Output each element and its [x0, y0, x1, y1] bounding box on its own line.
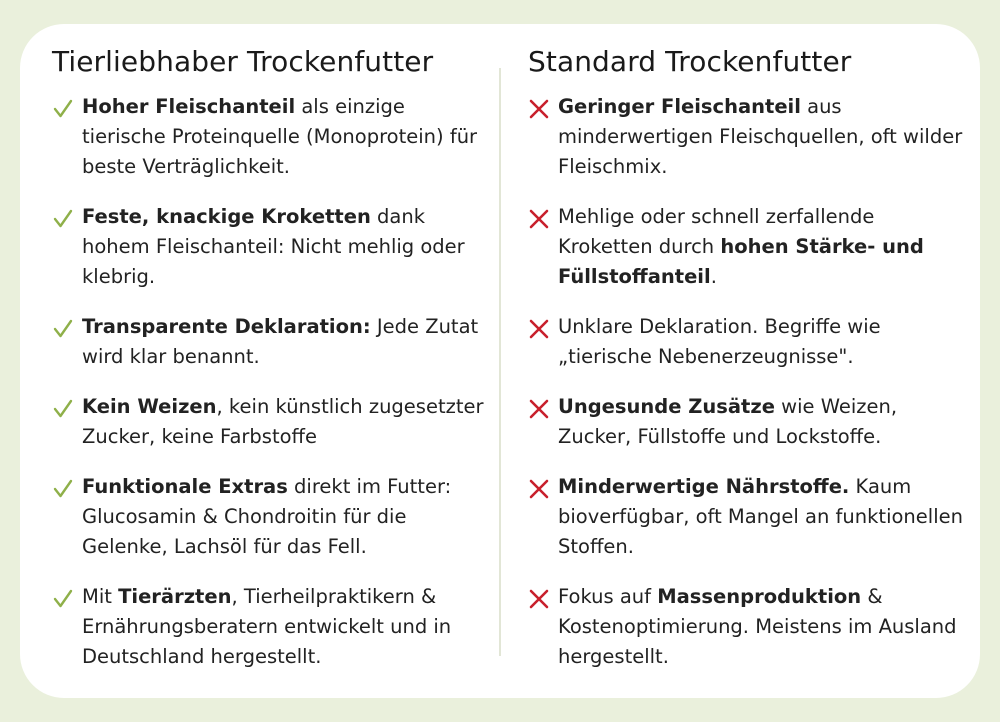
item-emphasis: Transparente Deklaration: — [82, 315, 371, 338]
item-text-part: Kaum bioverfügbar, oft Mangel an funktionellen Stoffen. — [558, 475, 963, 558]
cross-icon — [528, 478, 550, 500]
right-column-title: Standard Trockenfutter — [528, 45, 852, 78]
check-icon — [52, 98, 74, 120]
item-text-part: als einzige tierische Proteinquelle (Monoprotein) für beste Verträglichkeit. — [82, 95, 478, 178]
item-text-part: Jede Zutat wird klar benannt. — [82, 315, 479, 368]
item-text-part: Unklare Deklaration. Begriffe wie „tierische Nebenerzeugnisse". — [558, 315, 881, 368]
item-emphasis: Ungesunde Zusätze — [558, 395, 775, 418]
left-list-item — [52, 312, 492, 372]
left-column — [52, 44, 492, 692]
right-item-text — [558, 312, 968, 372]
check-icon — [52, 588, 74, 610]
right-list-item — [528, 202, 968, 292]
item-emphasis: Funktionale Extras — [82, 475, 288, 498]
left-list-item — [52, 582, 492, 672]
check-icon — [52, 318, 74, 340]
left-item-text — [82, 582, 492, 672]
item-text-part: Mehlige oder schnell zerfallende Kroketten durch — [558, 205, 875, 258]
item-text-part: , Tierheilpraktikern & Ernährungsberatern entwickelt und in Deutschland hergestellt. — [82, 585, 452, 668]
cross-icon — [528, 208, 550, 230]
item-emphasis: Geringer Fleischanteil — [558, 95, 801, 118]
left-item-text — [82, 202, 492, 292]
right-list-item — [528, 582, 968, 672]
item-text-part: , kein künstlich zugesetzter Zucker, keine Farbstoffe — [82, 395, 484, 448]
item-text-part: direkt im Futter: Glucosamin & Chondroitin für die Gelenke, Lachsöl für das Fell. — [82, 475, 452, 558]
item-text-part: dank hohem Fleischanteil: Nicht mehlig oder klebrig. — [82, 205, 465, 288]
item-emphasis: Feste, knackige Kroketten — [82, 205, 371, 228]
left-item-text — [82, 392, 492, 452]
cross-icon — [528, 318, 550, 340]
item-text-part: aus minderwertigen Fleischquellen, oft wilder Fleischmix. — [558, 95, 963, 178]
right-column — [528, 44, 968, 692]
left-item-text — [82, 92, 492, 182]
item-emphasis: Kein Weizen — [82, 395, 217, 418]
right-item-text — [558, 582, 968, 672]
item-emphasis: Massenproduktion — [657, 585, 862, 608]
left-item-text — [82, 472, 492, 562]
item-emphasis: Tierärzten — [118, 585, 232, 608]
column-divider — [499, 68, 501, 656]
right-item-text — [558, 202, 968, 292]
left-feature-list — [52, 92, 492, 672]
cross-icon — [528, 398, 550, 420]
check-icon — [52, 208, 74, 230]
left-list-item — [52, 472, 492, 562]
item-text-part: wie Weizen, Zucker, Füllstoffe und Lockstoffe. — [558, 395, 898, 448]
right-item-text — [558, 472, 968, 562]
right-item-text — [558, 392, 968, 452]
cross-icon — [528, 588, 550, 610]
comparison-card — [20, 24, 980, 698]
item-emphasis: hohen Stärke- und Füllstoffanteil — [558, 235, 924, 288]
left-item-text — [82, 312, 492, 372]
check-icon — [52, 478, 74, 500]
right-list-item — [528, 92, 968, 182]
item-emphasis: Minderwertige Nährstoffe. — [558, 475, 850, 498]
right-item-text — [558, 92, 968, 182]
right-list-item — [528, 392, 968, 452]
item-text-part: . — [710, 265, 717, 288]
item-emphasis: Hoher Fleischanteil — [82, 95, 296, 118]
left-column-title: Tierliebhaber Trockenfutter — [52, 45, 434, 78]
item-text-part: Fokus auf — [558, 585, 658, 608]
left-list-item — [52, 202, 492, 292]
right-list-item — [528, 472, 968, 562]
left-list-item — [52, 392, 492, 452]
item-text-part: Mit — [82, 585, 119, 608]
right-feature-list — [528, 92, 968, 672]
left-list-item — [52, 92, 492, 182]
item-text-part: & Kostenoptimierung. Meistens im Ausland hergestellt. — [558, 585, 957, 668]
check-icon — [52, 398, 74, 420]
cross-icon — [528, 98, 550, 120]
right-list-item — [528, 312, 968, 372]
